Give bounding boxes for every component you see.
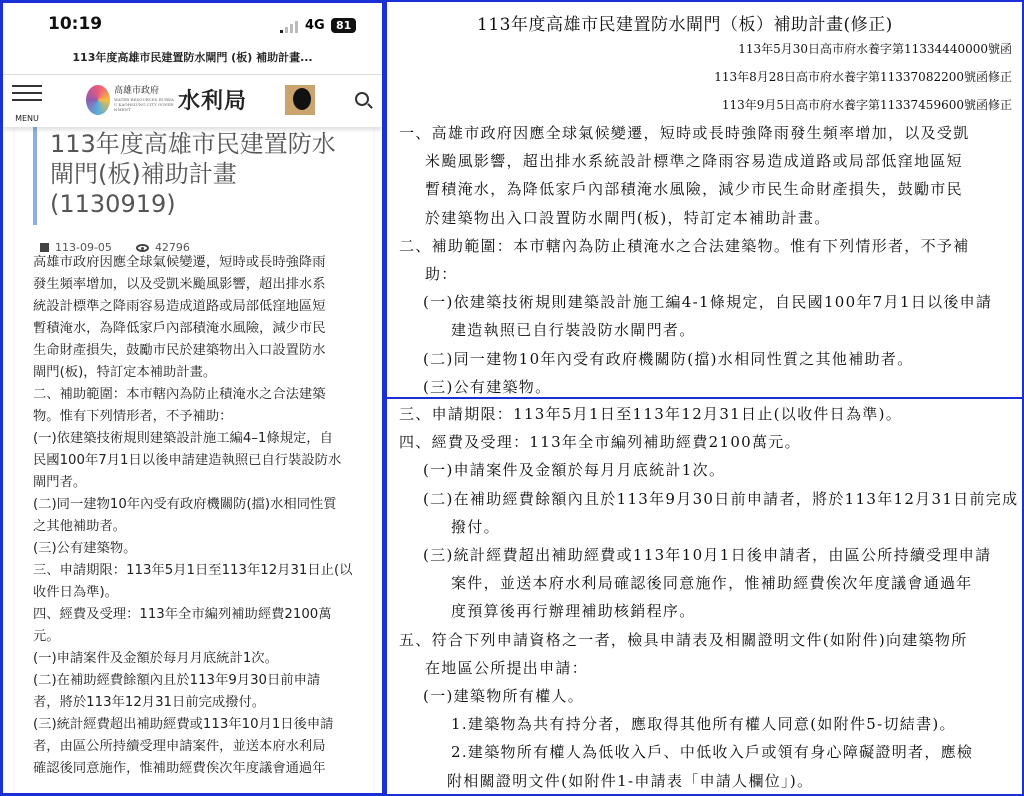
- document-line: (三)公有建築物。: [423, 377, 552, 396]
- calendar-icon: [40, 243, 49, 252]
- article-line: 統設計標準之降雨容易造成道路或局部低窪地區短: [33, 299, 326, 314]
- article-views: 42796: [154, 241, 190, 254]
- document-line: 在地區公所提出申請：: [425, 658, 589, 677]
- document-line: 建造執照已自行裝設防水閘門者。: [451, 321, 696, 340]
- article-line: 閘門(板)，特訂定本補助計畫。: [33, 365, 217, 380]
- document-line: (二)在補助經費餘額內且於113年9月30日前申請者，將於113年12月31日前完成: [423, 489, 1019, 508]
- document-line: 於建築物出入口設置防水閘門(板)，特訂定本補助計畫。: [425, 208, 831, 227]
- document-page-2: [387, 399, 1022, 796]
- document-line: 附相關證明文件(如附件1-申請表「申請人欄位」)。: [447, 771, 814, 790]
- document-line: 三、申請期限：113年5月1日至113年12月31日止(以收件日為準)。: [399, 405, 903, 423]
- document-line: (一)建築物所有權人。: [423, 687, 585, 705]
- article-line: 閘門者。: [33, 475, 87, 490]
- document-page-1: [387, 2, 1022, 399]
- document-line: 1.建築物為共有持分者，應取得其他所有權人同意(如附件5-切結書)。: [451, 715, 956, 734]
- hamburger-icon: [12, 92, 42, 94]
- article-line: (三)公有建築物。: [33, 541, 137, 556]
- site-logo[interactable]: [86, 84, 271, 115]
- article-line: (二)同一建物10年內受有政府機關防(擋)水相同性質: [33, 497, 337, 512]
- document-line: 四、經費及受理：113年全市編列補助經費2100萬元。: [399, 433, 801, 452]
- article-line: (三)統計經費超出補助經費或113年10月1日後申請: [33, 717, 334, 732]
- article-line: 元。: [33, 629, 60, 644]
- gov-name: 高雄市政府: [114, 86, 160, 97]
- document-line: 度預算後再行辦理補助核銷程序。: [451, 602, 696, 621]
- article-line: 二、補助範圍：本市轄內為防止積淹水之合法建築: [33, 387, 326, 402]
- site-header: [3, 75, 382, 127]
- article-line: (二)在補助經費餘額內且於113年9月30日前申請: [33, 673, 321, 688]
- document-ref: 113年9月5日高市府水養字第11337459600號函修正: [721, 98, 1012, 112]
- city-logo-icon: [86, 85, 110, 115]
- hamburger-icon: [12, 99, 42, 101]
- article-line: 確認後同意施作，惟補助經費俟次年度議會通過年: [33, 761, 326, 776]
- document-title: 113年度高雄市民建置防水閘門（板）補助計畫(修正): [477, 15, 893, 35]
- browser-page-title[interactable]: 113年度高雄市民建置防水閘門 (板) 補助計畫...: [3, 45, 382, 75]
- document-line: 2.建築物所有權人為低收入戶、中低收入戶或領有身心障礙證明者，應檢: [451, 743, 974, 762]
- document-line: (一)依建築技術規則建築設計施工編4-1條規定，自民國100年7月1日以後申請: [423, 293, 993, 312]
- article-line: 民國100年7月1日以後申請建造執照已自行裝設防水: [33, 453, 342, 468]
- network-label: 4G: [305, 18, 325, 33]
- article-date: 113-09-05: [55, 241, 112, 254]
- article-body: [33, 252, 373, 780]
- mascot-icon: [285, 85, 315, 115]
- article-line: 四、經費及受理：113年全市編列補助經費2100萬: [33, 607, 332, 622]
- document-line: 助：: [425, 265, 458, 283]
- phone-screenshot: [0, 0, 385, 796]
- document-line: 暫積淹水，為降低家戶內部積淹水風險，減少市民生命財產損失，鼓勵市民: [425, 180, 963, 199]
- document-ref: 113年5月30日高市府水養字第11334440000號函: [738, 42, 1012, 56]
- article-title: 113年度高雄市民建置防水閘門(板)補助計畫(1130919): [50, 130, 336, 218]
- article-line: (一)申請案件及金額於每月月底統計1次。: [33, 651, 278, 666]
- article-line: 生命財產損失，鼓勵市民於建築物出入口設置防水: [33, 343, 326, 358]
- article-line: 三、申請期限：113年5月1日至113年12月31日止(以: [33, 563, 353, 578]
- article-line: 之其他補助者。: [33, 519, 127, 534]
- signal-icon: [280, 21, 298, 33]
- article-line: (一)依建築技術規則建築設計施工編4–1條規定，自: [33, 431, 333, 446]
- article-line: 收件日為準)。: [33, 585, 118, 600]
- status-bar: [3, 3, 382, 45]
- document-line: 一、高雄市政府因應全球氣候變遷，短時或長時強降雨發生頻率增加，以及受凱: [399, 124, 970, 142]
- article-line: 高雄市政府因應全球氣候變遷，短時或長時強降雨: [33, 255, 326, 270]
- document-line: (三)統計經費超出補助經費或113年10月1日後申請者，由區公所持續受理申請: [423, 546, 992, 564]
- hamburger-icon: [12, 85, 42, 87]
- menu-label: MENU: [15, 114, 39, 123]
- article-line: 物。惟有下列情形者，不予補助：: [33, 409, 233, 424]
- document-line: (一)申請案件及金額於每月月底統計1次。: [423, 461, 726, 480]
- article-line: 發生頻率增加，以及受凱米颱風影響，超出排水系: [33, 277, 326, 292]
- document-line: 案件，並送本府水利局確認後同意施作，惟補助經費俟次年度議會通過年: [451, 574, 973, 593]
- bureau-name: 水利局: [178, 88, 248, 114]
- document-ref: 113年8月28日高市府水養字第11337082200號函修正: [714, 70, 1012, 84]
- article-line: 者，由區公所持續受理申請案件，並送本府水利局: [33, 739, 326, 754]
- article-line: 者，將於113年12月31日前完成撥付。: [33, 695, 266, 710]
- document-line: 撥付。: [451, 517, 500, 536]
- document-line: (二)同一建物10年內受有政府機關防(擋)水相同性質之其他補助者。: [423, 349, 914, 368]
- document-line: 二、補助範圍：本市轄內為防止積淹水之合法建築物。惟有下列情形者，不予補: [399, 236, 970, 255]
- eye-icon: [136, 244, 149, 252]
- document-line: 五、符合下列申請資格之一者，檢具申請表及相關證明文件(如附件)向建築物所: [399, 630, 968, 649]
- document-line: 米颱風影響，超出排水系統設計標準之降雨容易造成道路或局部低窪地區短: [425, 152, 963, 171]
- gov-en: WATER RESOURCES BUREAU KAOHSIUNG CITY GOVERNMENT: [114, 96, 174, 112]
- title-accent-bar: [33, 127, 37, 225]
- battery-icon: 81: [331, 18, 356, 33]
- menu-button[interactable]: [12, 85, 42, 125]
- search-icon[interactable]: [355, 92, 369, 106]
- document-scan: [385, 0, 1024, 796]
- article-line: 暫積淹水，為降低家戶內部積淹水風險，減少市民: [33, 321, 326, 336]
- status-time: 10:19: [48, 14, 103, 34]
